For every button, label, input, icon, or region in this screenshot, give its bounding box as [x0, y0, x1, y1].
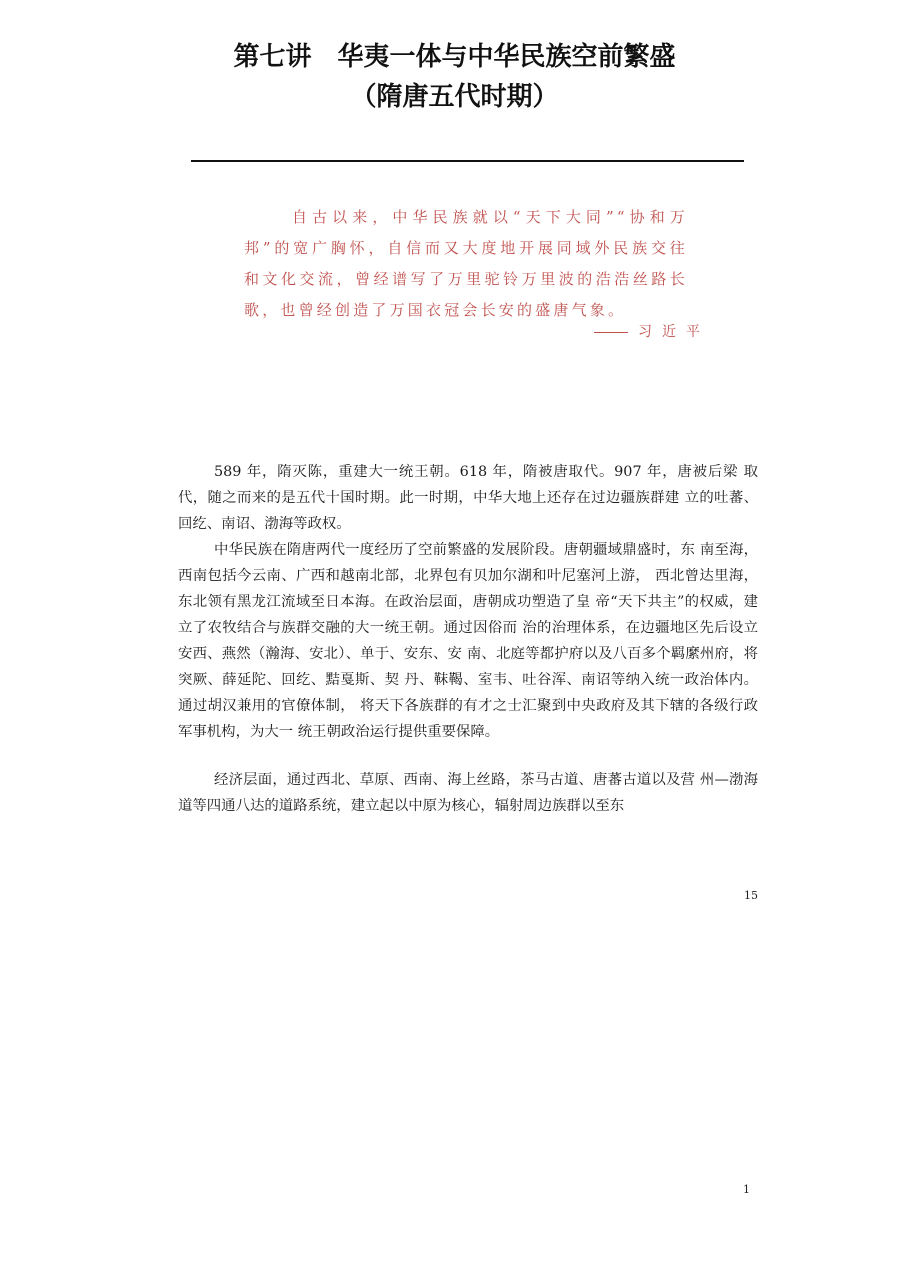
- attribution-dash: [594, 332, 628, 333]
- body-paragraph: 经济层面，通过西北、草原、西南、海上丝路，茶马古道、唐蕃古道以及营 州—渤海道等四通八达的道路系统，建立起以中原为核心，辐射周边族群以至东: [178, 772, 758, 814]
- page-number: 15: [744, 889, 758, 902]
- epigraph-quote: 自古以来，中华民族就以“天下大同”“协和万邦”的宽广胸怀，自信而又大度地开展同域外民族交往和文化交流，曾经谱写了万里驼铃万里波的浩浩丝路长歌，也曾经创造了万国衣冠会长安的盛唐气象。: [244, 208, 688, 319]
- chapter-title: 第七讲 华夷一体与中华民族空前繁盛: [233, 42, 676, 72]
- body-paragraph: 中华民族在隋唐两代一度经历了空前繁盛的发展阶段。唐朝疆域鼎盛时，东 南至海，西南包括今云南、广西和越南北部，北界包有贝加尔湖和叶尼塞河上游， 西北曾达里海，东北领有黑龙江流域至日本海。在政治层面，唐朝成功塑造了皇 帝“天下共主”的权威，建立了农牧结合与族群交融的大一统王朝。通过因俗而 治的治理体系，在边疆地区先后设立安西、燕然（瀚海、安北）、单于、安东、安 南、北庭等都护府以及八百多个羁縻州府，将突厥、薛延陀、回纥、黠戛斯、契 丹、靺鞨、室韦、吐谷浑、南诏等纳入统一政治体内。通过胡汉兼用的官僚体制， 将天下各族群的有才之士汇聚到中央政府及其下辖的各级行政军事机构，为大一 统王朝政治运行提供重要保障。: [178, 542, 758, 740]
- title-divider: [191, 160, 744, 162]
- attribution-author: 习近平: [638, 324, 710, 340]
- page-number: 1: [743, 1183, 750, 1196]
- chapter-subtitle: （隋唐五代时期）: [350, 82, 559, 112]
- body-paragraph: 589 年，隋灭陈，重建大一统王朝。618 年，隋被唐取代。907 年，唐被后梁 取代，随之而来的是五代十国时期。此一时期，中华大地上还存在过边疆族群建 立的吐蕃、回纥、南诏、渤海等政权。: [178, 464, 758, 532]
- epigraph-attribution: [594, 321, 714, 341]
